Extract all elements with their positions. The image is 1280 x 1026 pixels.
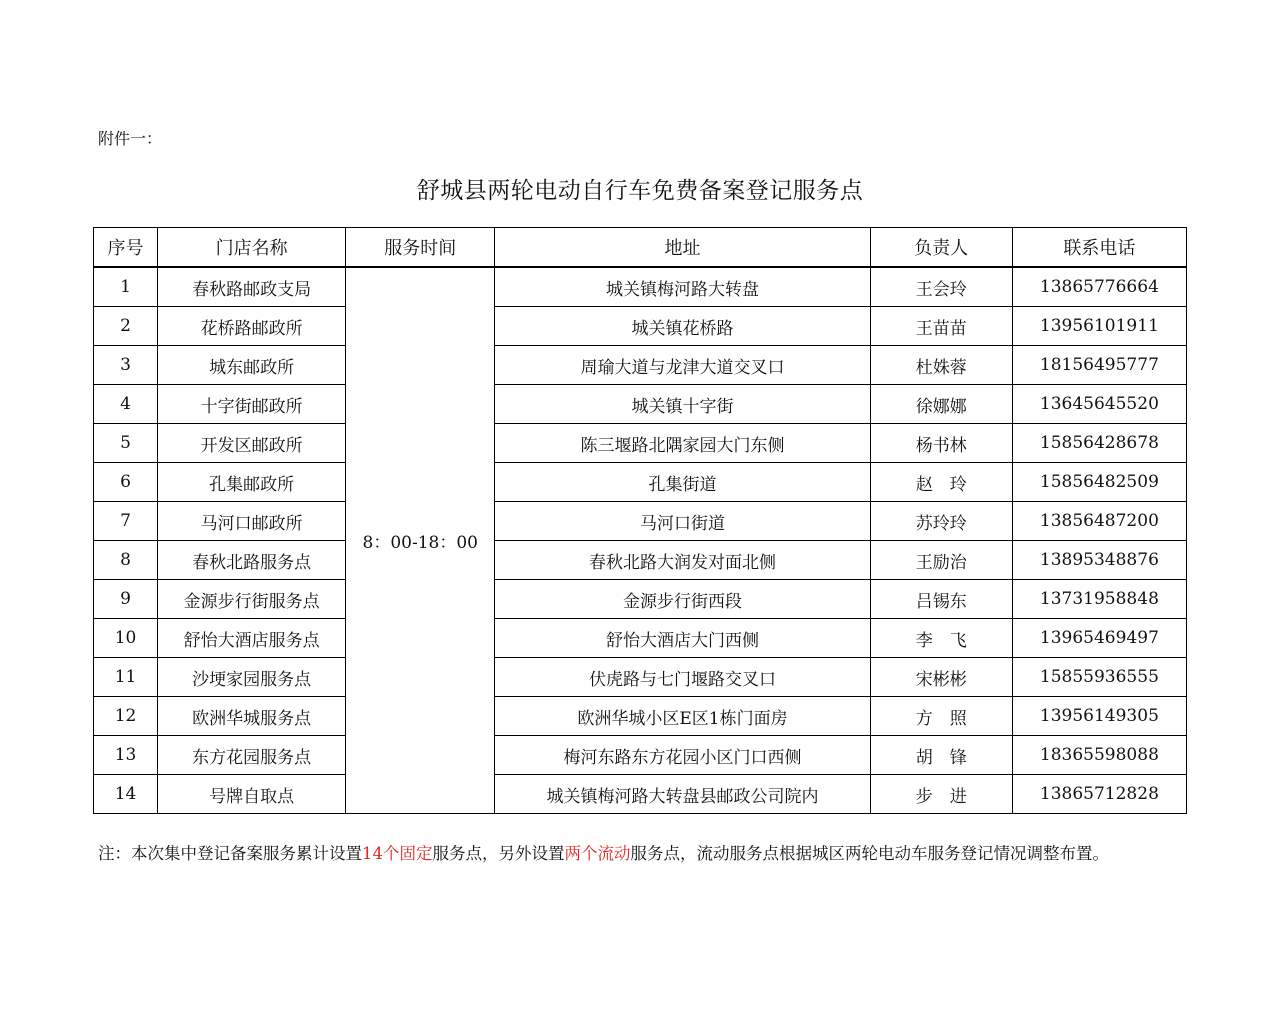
cell-phone: 15855936555	[1012, 658, 1186, 697]
header-time: 服务时间	[346, 228, 495, 268]
note-highlight-mobile: 两个流动	[564, 844, 631, 863]
attachment-label: 附件一：	[98, 129, 163, 148]
cell-phone: 13731958848	[1012, 580, 1186, 619]
cell-no: 6	[94, 463, 158, 502]
cell-name: 舒怡大酒店服务点	[158, 619, 346, 658]
header-address: 地址	[495, 228, 870, 268]
cell-phone: 15856428678	[1012, 424, 1186, 463]
table-row	[94, 385, 1187, 424]
cell-no: 4	[94, 385, 158, 424]
table-row	[94, 346, 1187, 385]
note-text-2: 服务点，另外设置	[432, 844, 565, 863]
cell-no: 10	[94, 619, 158, 658]
table-row	[94, 580, 1187, 619]
cell-address: 城关镇花桥路	[495, 307, 870, 346]
cell-person: 王苗苗	[870, 307, 1012, 346]
cell-no: 13	[94, 736, 158, 775]
header-no: 序号	[94, 228, 158, 268]
header-phone: 联系电话	[1012, 228, 1186, 268]
cell-no: 7	[94, 502, 158, 541]
table-row	[94, 424, 1187, 463]
table-row	[94, 736, 1187, 775]
cell-phone: 13956149305	[1012, 697, 1186, 736]
table-header-row	[94, 228, 1187, 268]
cell-no: 3	[94, 346, 158, 385]
cell-address: 伏虎路与七门堰路交叉口	[495, 658, 870, 697]
cell-person: 徐娜娜	[870, 385, 1012, 424]
cell-address: 孔集街道	[495, 463, 870, 502]
cell-name: 金源步行街服务点	[158, 580, 346, 619]
cell-name: 东方花园服务点	[158, 736, 346, 775]
table-row	[94, 502, 1187, 541]
cell-address: 城关镇梅河路大转盘县邮政公司院内	[495, 775, 870, 814]
footnote	[98, 843, 1178, 865]
cell-no: 2	[94, 307, 158, 346]
cell-person: 赵 玲	[870, 463, 1012, 502]
cell-address: 马河口街道	[495, 502, 870, 541]
note-text-1: 注：本次集中登记备案服务累计设置	[98, 844, 362, 863]
page-title: 舒城县两轮电动自行车免费备案登记服务点	[416, 178, 864, 204]
cell-phone: 13865712828	[1012, 775, 1186, 814]
cell-no: 12	[94, 697, 158, 736]
cell-person: 王励治	[870, 541, 1012, 580]
cell-name: 孔集邮政所	[158, 463, 346, 502]
cell-address: 周瑜大道与龙津大道交叉口	[495, 346, 870, 385]
cell-person: 吕锡东	[870, 580, 1012, 619]
cell-phone: 13965469497	[1012, 619, 1186, 658]
cell-person: 苏玲玲	[870, 502, 1012, 541]
note-text-3: 服务点，流动服务点根据城区两轮电动车服务登记情况调整布置。	[630, 844, 1109, 863]
cell-phone: 13856487200	[1012, 502, 1186, 541]
table-row	[94, 619, 1187, 658]
cell-name: 花桥路邮政所	[158, 307, 346, 346]
table-row	[94, 658, 1187, 697]
cell-phone: 18365598088	[1012, 736, 1186, 775]
table-row	[94, 541, 1187, 580]
cell-phone: 15856482509	[1012, 463, 1186, 502]
cell-no: 5	[94, 424, 158, 463]
cell-person: 步 进	[870, 775, 1012, 814]
cell-no: 1	[94, 267, 158, 307]
cell-person: 宋彬彬	[870, 658, 1012, 697]
cell-phone: 13895348876	[1012, 541, 1186, 580]
cell-no: 11	[94, 658, 158, 697]
header-person: 负责人	[870, 228, 1012, 268]
cell-name: 城东邮政所	[158, 346, 346, 385]
cell-name: 春秋路邮政支局	[158, 267, 346, 307]
table-row	[94, 775, 1187, 814]
cell-person: 王会玲	[870, 267, 1012, 307]
cell-person: 杜姝蓉	[870, 346, 1012, 385]
cell-address: 城关镇梅河路大转盘	[495, 267, 870, 307]
cell-name: 号牌自取点	[158, 775, 346, 814]
cell-name: 欧洲华城服务点	[158, 697, 346, 736]
cell-name: 春秋北路服务点	[158, 541, 346, 580]
cell-address: 舒怡大酒店大门西侧	[495, 619, 870, 658]
header-name: 门店名称	[158, 228, 346, 268]
cell-no: 9	[94, 580, 158, 619]
cell-service-time: 8：00-18：00	[346, 267, 495, 814]
cell-name: 马河口邮政所	[158, 502, 346, 541]
cell-name: 沙埂家园服务点	[158, 658, 346, 697]
cell-address: 金源步行街西段	[495, 580, 870, 619]
cell-person: 方 照	[870, 697, 1012, 736]
table-row	[94, 697, 1187, 736]
cell-phone: 13645645520	[1012, 385, 1186, 424]
cell-phone: 13865776664	[1012, 267, 1186, 307]
table-row	[94, 307, 1187, 346]
cell-address: 陈三堰路北隅家园大门东侧	[495, 424, 870, 463]
table-row	[94, 267, 1187, 307]
cell-address: 春秋北路大润发对面北侧	[495, 541, 870, 580]
cell-address: 城关镇十字街	[495, 385, 870, 424]
cell-person: 李 飞	[870, 619, 1012, 658]
cell-person: 杨书林	[870, 424, 1012, 463]
cell-person: 胡 锋	[870, 736, 1012, 775]
note-highlight-fixed: 14个固定	[362, 844, 433, 863]
cell-no: 8	[94, 541, 158, 580]
cell-name: 开发区邮政所	[158, 424, 346, 463]
cell-phone: 18156495777	[1012, 346, 1186, 385]
cell-phone: 13956101911	[1012, 307, 1186, 346]
cell-address: 欧洲华城小区E区1栋门面房	[495, 697, 870, 736]
table-row	[94, 463, 1187, 502]
cell-no: 14	[94, 775, 158, 814]
cell-name: 十字街邮政所	[158, 385, 346, 424]
service-points-table	[93, 227, 1187, 814]
cell-address: 梅河东路东方花园小区门口西侧	[495, 736, 870, 775]
